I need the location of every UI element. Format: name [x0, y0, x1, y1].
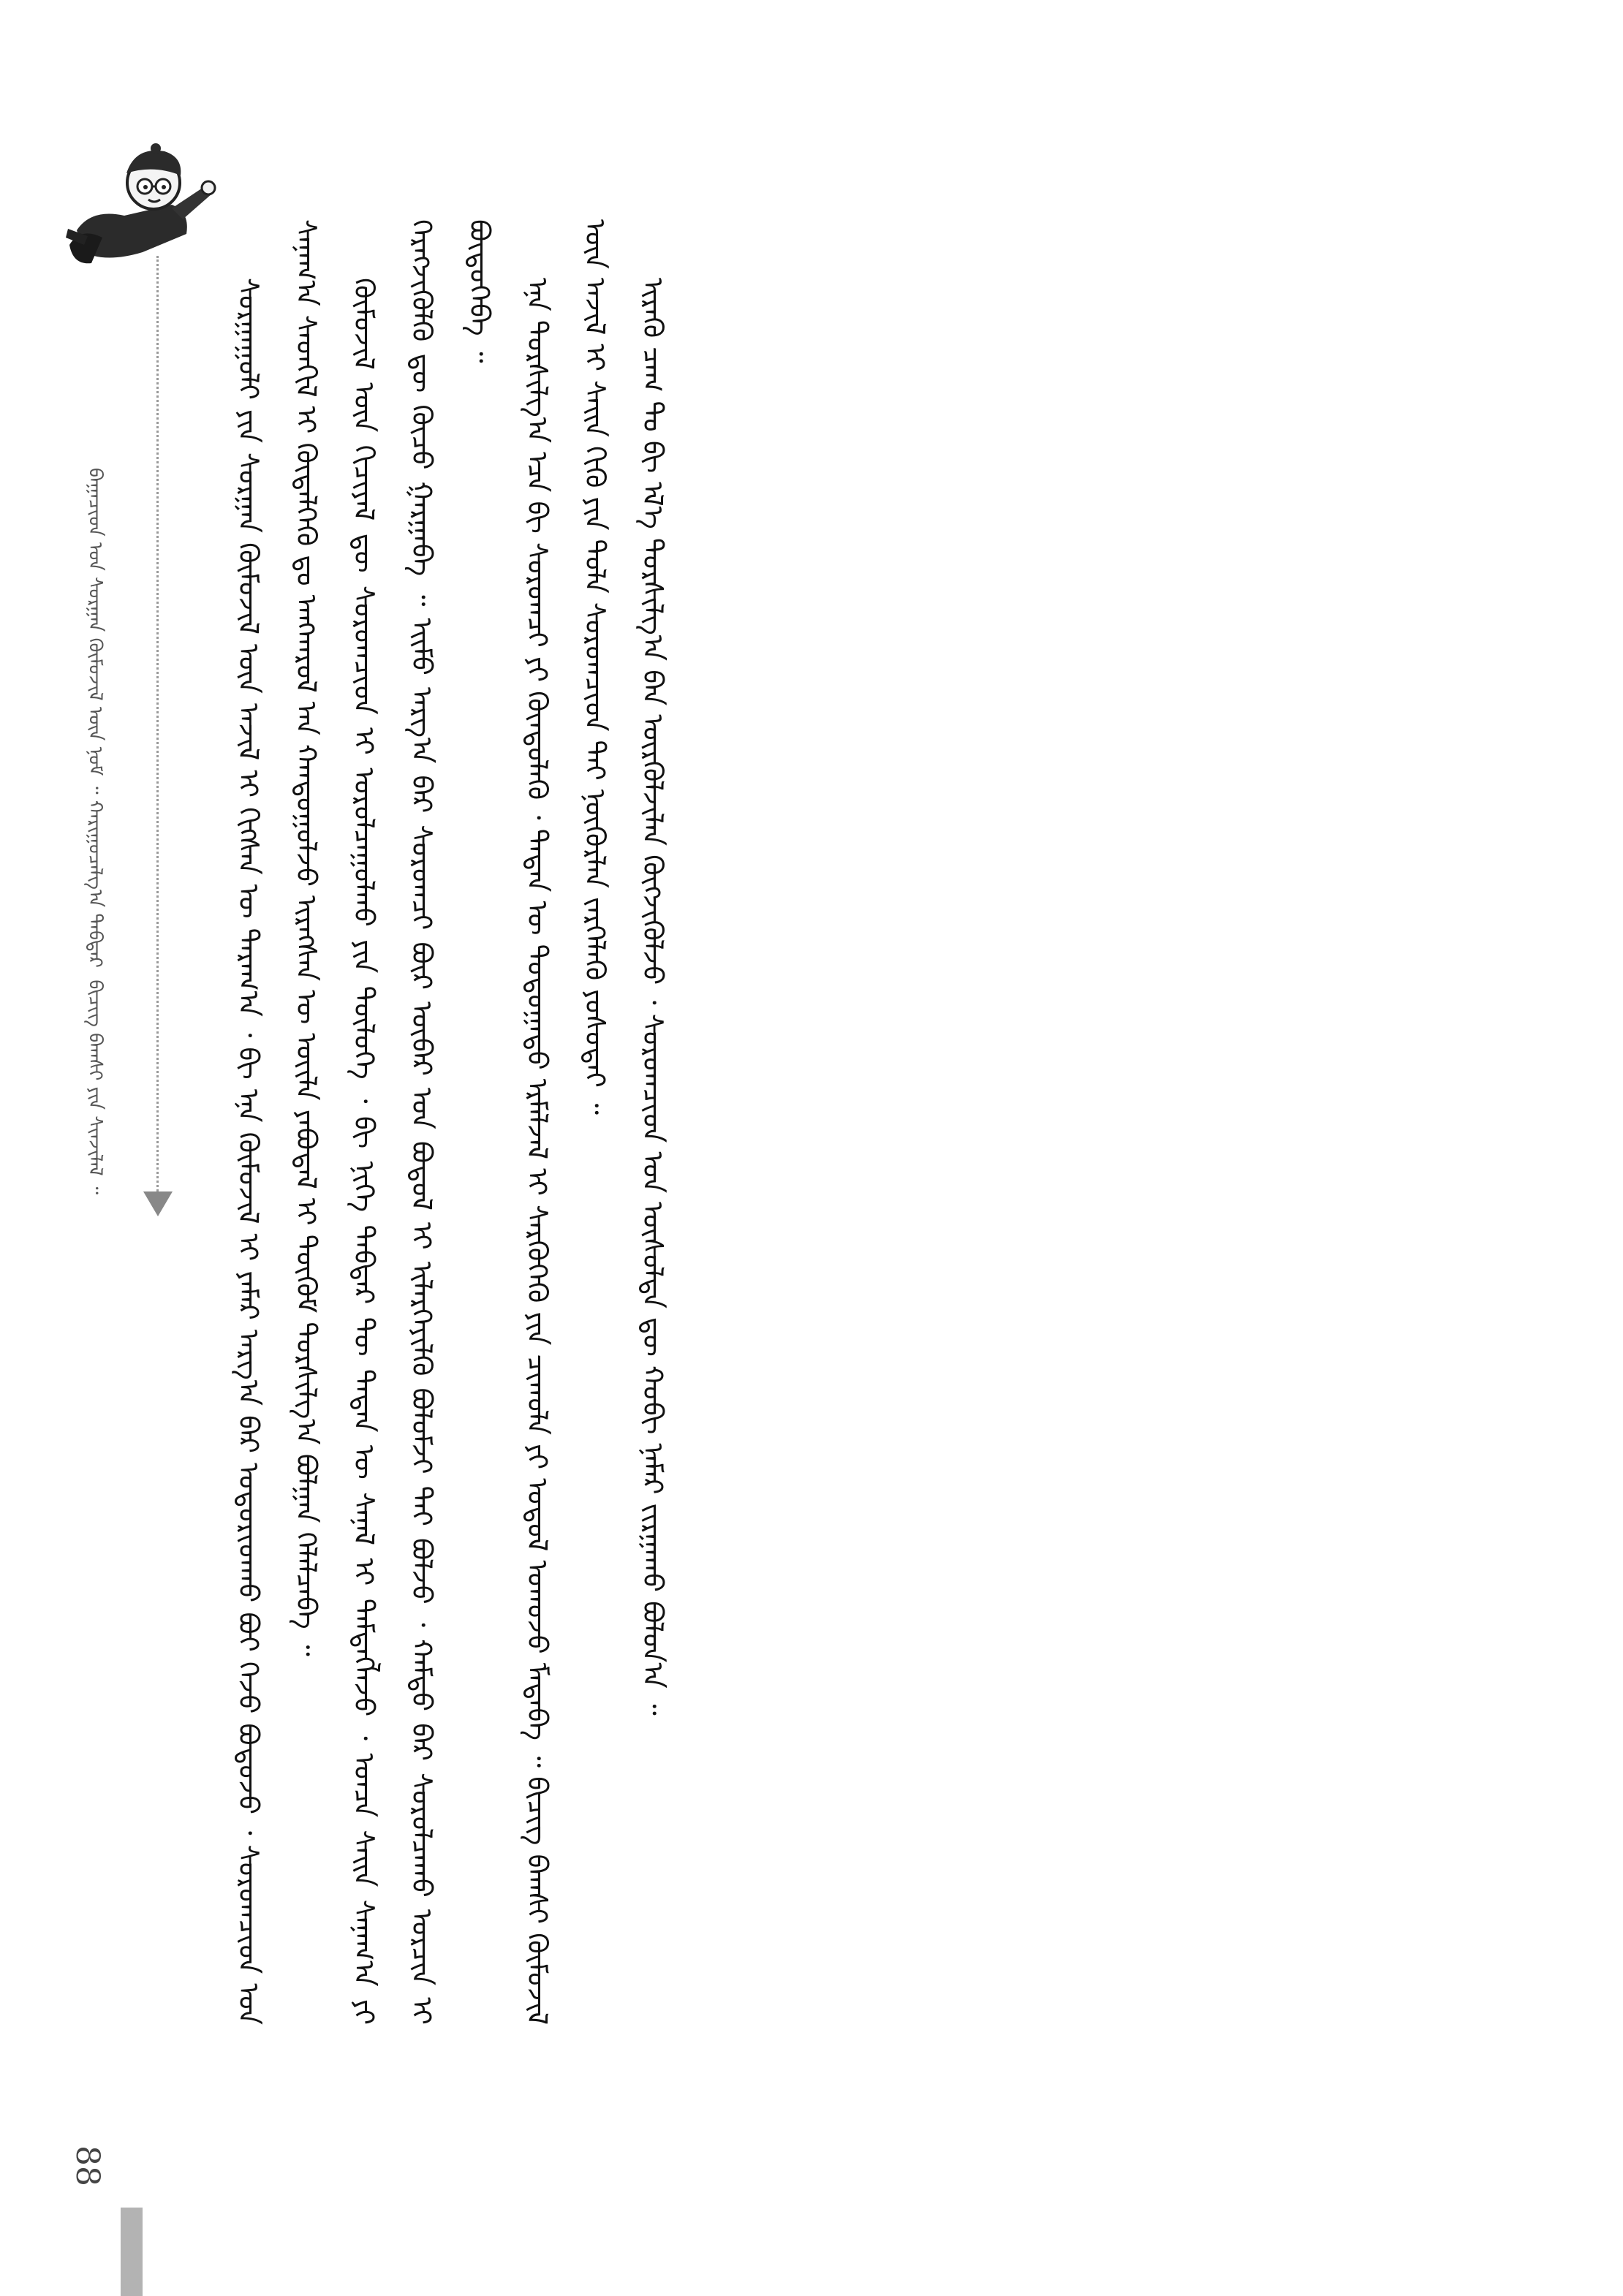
running-header [80, 468, 161, 1308]
running-header-text: ᠪᠠᠭᠠᠴᠢᠳ ᠤᠨ ᠰᠤᠷᠭᠠᠨ ᠬᠥᠮᠦᠵᠢᠯ ᠦᠨ ᠨᠣᠮ ᠃ ᠬᠠᠷᠢᠭᠤᠴᠠᠯᠭ᠎ᠠ ᠳᠡᠪᠲᠡᠷ ᠍ ᠪᠢᠴᠢᠭ᠌ ᠪᠠᠭᠰᠢ ᠶᠢᠨ ᠰᠢᠨᠵᠢᠯᠡᠯ ᠃ [84, 468, 106, 1195]
paragraph: ᠰᠤᠷᠭᠠᠭᠤᠯᠢ ᠶᠢᠨ ᠰᠤᠷᠭᠠᠨ ᠬᠦᠮᠦᠵᠢᠯ ᠦᠨ ᠠᠵᠢᠯ ᠢ ᠬᠢᠭᠰᠡᠨ ᠦ ᠳᠠᠷᠠᠭ᠎ᠠ ᠂ ᠪᠢ ᠡᠨᠡ ᠬᠦᠮᠦᠵᠢᠯ ᠢ ᠶᠠᠮᠠᠷ ᠠᠷᠭ᠎ᠠ ᠪᠠᠷ ᠤᠳᠤᠷᠢᠳᠬᠤ ᠪᠤᠢ ᠭᠡᠵᠦ ᠪᠤᠳᠤᠵᠤ ᠂ ᠰᠤᠷᠤᠭᠴᠢᠳ ᠤᠨ ᠰᠠᠨᠠᠭ᠎ᠠ ᠰᠡᠳᠬᠢᠯ ᠢ ᠬᠦᠳᠡᠯᠭᠡᠬᠦ ᠳᠤ ᠠᠩᠬᠠᠷᠤᠯ ᠠᠨ ᠬᠠᠨᠳᠤᠭᠤᠯᠵᠤ ᠢᠷᠡᠭᠰᠡᠨ ᠦ ᠦᠢᠯᠡ ᠶᠠᠪᠤᠳᠠᠯ ᠢ ᠳᠦᠭᠦᠮ ᠲᠤᠷᠰᠢᠯᠭ᠎ᠠ ᠪᠣᠯᠭᠠᠨ ᠬᠡᠯᠡᠯᠴᠡᠪᠡ ᠃ [232, 219, 322, 2025]
paragraph: ᠡᠨᠡ ᠲᠤᠷᠰᠢᠯᠭ᠎ᠠ ᠡᠴᠡ ᠪᠢ ᠰᠤᠷᠤᠭᠴᠢ ᠶᠢ ᠬᠦᠨᠳᠦᠯᠡᠬᠦ ᠂ ᠲᠡᠳᠡᠨ ᠦ ᠳᠣᠲᠣᠭᠠᠳᠤ ᠡᠷᠮᠡᠯᠵᠡᠯ ᠢ ᠰᠡᠷᠭᠦᠭᠡᠬᠦ ᠶᠢᠨ ᠴᠢᠬᠤᠯᠠ ᠶᠢ ᠤᠲᠤᠯ ᠤᠬᠤᠵᠤ ᠮᠡᠳᠡᠪᠡ ᠃ ᠪᠢᠴᠢᠭ᠌ ᠪᠠᠭᠰᠢ ᠬᠦᠮᠦᠵᠢᠯ ᠦᠨ ᠠᠵᠢᠯ ᠢ ᠰᠠᠢᠨ ᠬᠢᠬᠦ ᠶᠢᠨ ᠲᠤᠯᠠ ᠰᠤᠷᠤᠭᠴᠢᠳ ᠲᠠᠢ ᠨᠥᠬᠦᠷᠯᠡᠨ ᠵᠡᠷᠭᠡᠯᠡᠬᠦ ᠶᠣᠰᠤᠲᠠᠢ ᠃ [521, 219, 611, 2025]
mascot-illustration [62, 135, 219, 274]
paragraph: ᠬᠦᠮᠦᠵᠢᠯ ᠦᠨ ᠬᠢᠴᠢᠶᠡᠯ ᠳᠦ ᠰᠤᠷᠤᠭᠴᠢᠳ ᠢ ᠤᠷᠤᠯᠴᠠᠭᠤᠯᠬᠤ ᠶᠢᠨ ᠲᠥᠯᠦᠭᠡ ᠂ ᠪᠢ ᠨᠢᠭᠡ ᠳᠡᠪᠲᠡᠷ ᠲᠦ ᠲᠡᠳᠡᠨ ᠦ ᠰᠠᠨᠠᠯ ᠢ ᠲᠡᠮᠳᠡᠭᠯᠡᠵᠦ ᠂ ᠣᠨᠴᠠ ᠰᠠᠢᠨ ᠰᠠᠨᠠᠭ᠎ᠠ ᠶᠢ ᠬᠡᠷᠡᠭᠵᠢᠭᠦᠯᠬᠦ ᠳᠦ ᠬᠦᠴᠦ ᠭᠠᠷᠭᠠᠪᠠ ᠃ ᠡᠢᠮᠦ ᠠᠷᠭ᠎ᠠ ᠪᠠᠷ ᠰᠤᠷᠤᠭᠴᠢ ᠪᠦᠷ ᠥᠪᠡᠷ ᠤᠨ ᠪᠣᠳᠣᠯ ᠢ ᠢᠯᠡᠷᠭᠡᠶᠢᠯᠬᠦ ᠪᠣᠯᠤᠮᠵᠢ ᠲᠠᠢ ᠪᠣᠯᠵᠤ ᠂ ᠬᠠᠮᠲᠤ ᠪᠡᠷ ᠰᠤᠷᠤᠯᠴᠠᠬᠤ ᠤᠷᠴᠢᠨ ᠢ ᠪᠦᠲᠦᠭᠡᠪᠡ ᠃ [348, 219, 496, 2025]
page-edge-tab [121, 2208, 143, 2296]
body-text [219, 219, 1184, 2025]
paragraph: ᠢᠷᠡᠬᠦ ᠴᠠᠭ ᠲᠤ ᠪᠢ ᠡᠯ᠎ᠡ ᠲᠤᠷᠰᠢᠯᠭ᠎ᠠ ᠪᠠᠨ ᠦᠷᠭᠦᠯᠵᠢᠯᠡᠨ ᠬᠥᠭᠵᠢᠭᠦᠯᠵᠦ ᠂ ᠰᠤᠷᠤᠭᠴᠢᠳ ᠤᠨ ᠥᠰᠦᠯᠲᠡ ᠳᠦ ᠬᠤᠪᠢ ᠨᠡᠮᠡᠷ ᠵᠢᠷᠭᠠᠬᠤ ᠪᠣᠯᠤᠨ᠎ᠠ ᠃ [637, 278, 669, 1716]
triangle-marker-icon [143, 1191, 173, 1216]
page-number: 88 [69, 2145, 106, 2186]
mascot-icon [62, 135, 219, 274]
